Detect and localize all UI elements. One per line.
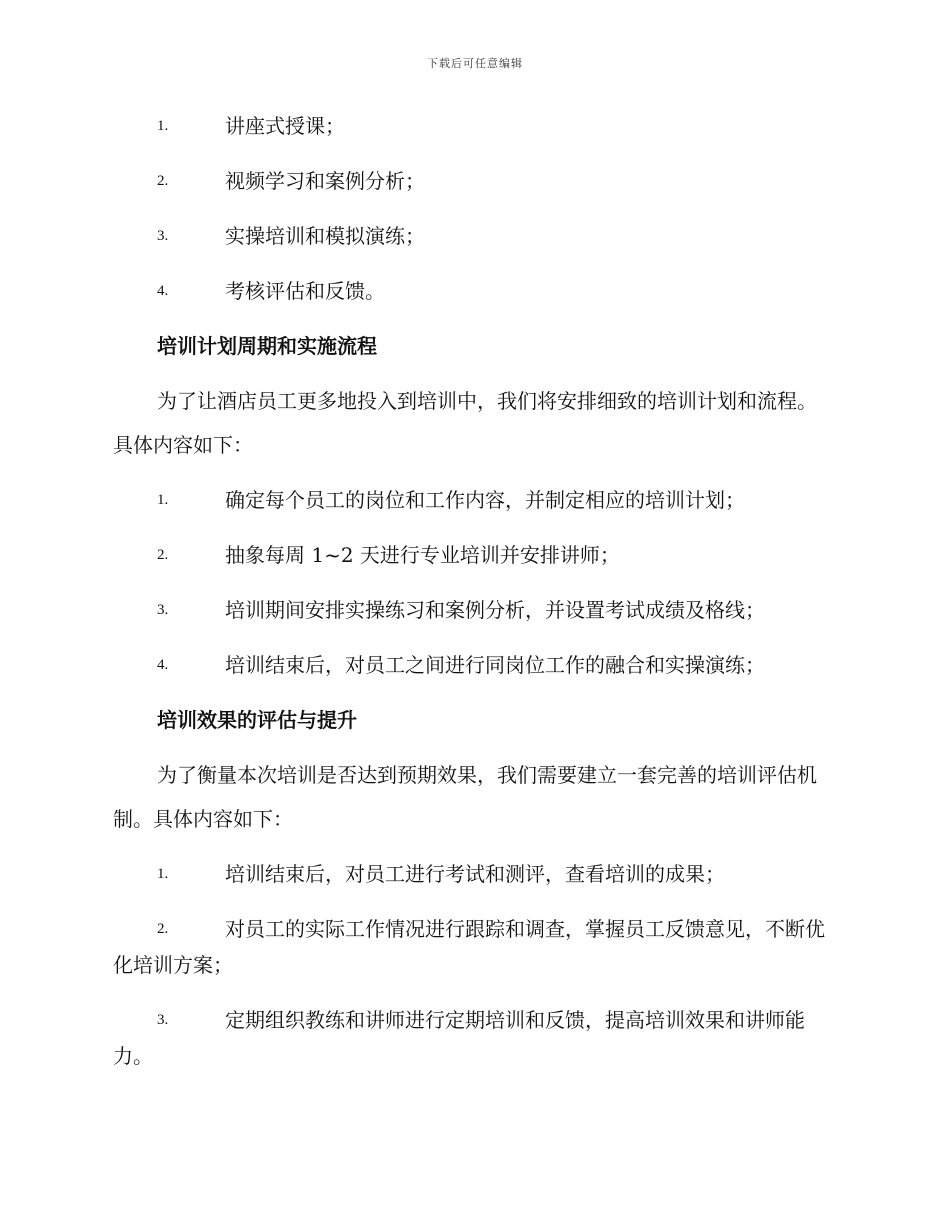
- list-item: [113, 1002, 833, 1074]
- list-number: 3.: [157, 228, 169, 244]
- header-note: 下载后可任意编辑: [427, 57, 523, 70]
- list-item: [113, 592, 833, 628]
- list-text: 培训结束后，对员工之间进行同岗位工作的融合和实操演练；: [225, 653, 765, 677]
- list-item: [113, 537, 833, 573]
- section-heading: 培训效果的评估与提升: [157, 708, 357, 732]
- list-item: [113, 218, 833, 254]
- section-intro: 为了衡量本次培训是否达到预期效果，我们需要建立一套完善的培训评估机制。具体内容如下：: [113, 763, 817, 831]
- list-item: [113, 856, 833, 892]
- list-text: 确定每个员工的岗位和工作内容，并制定相应的培训计划；: [225, 488, 745, 512]
- list-text: 培训结束后，对员工进行考试和测评，查看培训的成果；: [225, 862, 725, 886]
- list-text: 抽象每周 1~2 天进行专业培训并安排讲师；: [225, 543, 620, 567]
- list-text: 培训期间安排实操练习和案例分析，并设置考试成绩及格线；: [225, 598, 765, 622]
- list-text: 对员工的实际工作情况进行跟踪和调查，掌握员工反馈意见，不断优化培训方案；: [113, 917, 825, 977]
- list-item: [113, 911, 833, 983]
- list-number: 4.: [157, 657, 169, 673]
- list-number: 2.: [157, 173, 169, 189]
- list-item: [113, 108, 833, 144]
- list-item: [113, 163, 833, 199]
- list-item: [113, 273, 833, 309]
- list-text: 讲座式授课；: [225, 114, 345, 138]
- training-plan-list: [113, 482, 833, 683]
- list-text: 定期组织教练和讲师进行定期培训和反馈，提高培训效果和讲师能力。: [113, 1008, 805, 1068]
- document-body: [113, 108, 833, 1093]
- list-item: [113, 647, 833, 683]
- list-number: 1.: [157, 492, 169, 508]
- list-text: 视频学习和案例分析；: [225, 169, 425, 193]
- training-methods-list: [113, 108, 833, 309]
- list-text: 实操培训和模拟演练；: [225, 224, 425, 248]
- list-item: [113, 482, 833, 518]
- list-number: 3.: [157, 602, 169, 618]
- list-number: 4.: [157, 283, 169, 299]
- evaluation-list: [113, 856, 833, 1074]
- list-number: 2.: [157, 547, 169, 563]
- section-heading: 培训计划周期和实施流程: [157, 334, 377, 358]
- list-number: 1.: [157, 866, 169, 882]
- list-number: 1.: [157, 118, 169, 134]
- list-number: 2.: [157, 921, 169, 937]
- section-intro: 为了让酒店员工更多地投入到培训中，我们将安排细致的培训计划和流程。具体内容如下：: [113, 389, 817, 457]
- list-text: 考核评估和反馈。: [225, 279, 385, 303]
- list-number: 3.: [157, 1012, 169, 1028]
